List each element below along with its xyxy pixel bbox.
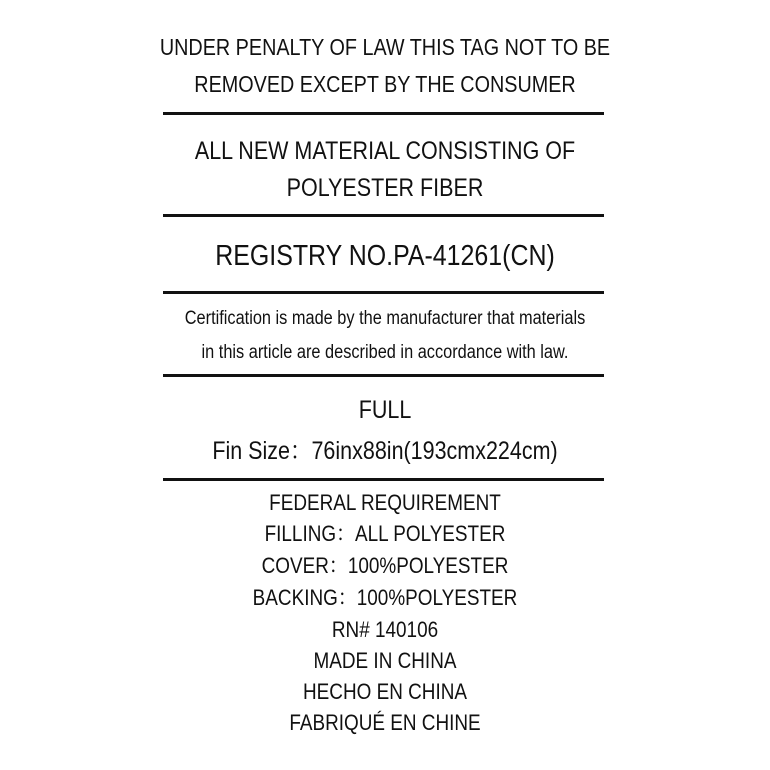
- certification-line-1: Certification is made by the manufacturer that materials: [184, 308, 586, 329]
- backing-content: BACKING：100%POLYESTER: [252, 585, 518, 610]
- certification-line-2: in this article are described in accordance with law.: [201, 342, 569, 363]
- warning-line-1: UNDER PENALTY OF LAW THIS TAG NOT TO BE: [159, 34, 611, 60]
- fin-size: Fin Size：76inx88in(193cmx224cm): [212, 437, 558, 465]
- divider-2: [163, 214, 604, 217]
- size-name: FULL: [358, 396, 412, 424]
- warning-line-2: REMOVED EXCEPT BY THE CONSUMER: [194, 71, 576, 97]
- material-line-1: ALL NEW MATERIAL CONSISTING OF: [194, 137, 576, 165]
- rn-number: RN# 140106: [331, 617, 439, 642]
- made-in-spanish: HECHO EN CHINA: [303, 679, 467, 704]
- divider-3: [163, 291, 604, 294]
- filling-content: FILLING：ALL POLYESTER: [264, 521, 506, 546]
- divider-5: [163, 478, 604, 481]
- registry-number: REGISTRY NO.PA-41261(CN): [215, 240, 555, 272]
- federal-heading: FEDERAL REQUIREMENT: [269, 490, 501, 515]
- made-in-english: MADE IN CHINA: [313, 648, 457, 673]
- divider-4: [163, 374, 604, 377]
- material-line-2: POLYESTER FIBER: [286, 174, 484, 202]
- divider-1: [163, 112, 604, 115]
- cover-content: COVER：100%POLYESTER: [261, 553, 509, 578]
- made-in-french: FABRIQUÉ EN CHINE: [289, 710, 481, 735]
